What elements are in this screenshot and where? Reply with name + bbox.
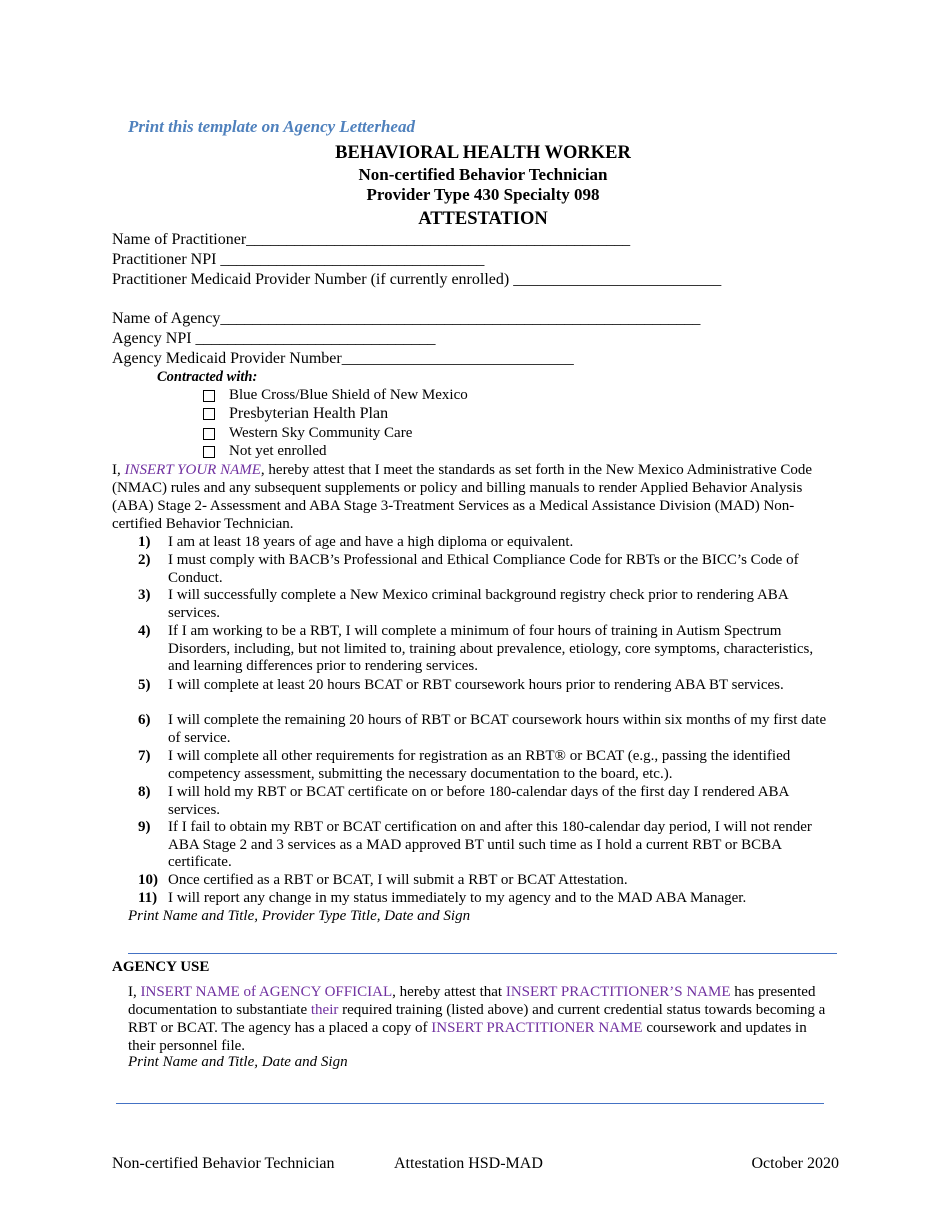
contract-option-label: Western Sky Community Care <box>229 425 413 441</box>
requirement-number: 10) <box>138 872 158 888</box>
practitioner-name-placeholder[interactable]: INSERT PRACTITIONER’S NAME <box>505 984 731 1000</box>
agency-official-placeholder[interactable]: INSERT NAME of AGENCY OFFICIAL <box>140 984 393 1000</box>
agency-text: required training (listed above) and current credential status towards becoming a RBT or BCAT. The agency has a placed a copy of <box>128 1002 826 1036</box>
footer-center: Attestation HSD-MAD <box>394 1155 543 1172</box>
footer-right: October 2020 <box>751 1155 839 1172</box>
requirement-text: If I am working to be a RBT, I will complete a minimum of four hours of training in Autism Spectrum Disorders, including, but not limited to, training about prevalence, etiology, core symptoms, characteristics, and learning differences prior to rendering services. <box>168 623 814 674</box>
requirement-item <box>138 748 838 783</box>
requirement-item <box>138 534 838 552</box>
contract-option-presbyterian[interactable] <box>203 405 388 423</box>
agency-text: , hereby attest that <box>392 984 506 1000</box>
requirement-number: 5) <box>138 677 151 693</box>
requirement-item <box>138 872 838 890</box>
provider-type: Provider Type 430 Specialty 098 <box>366 185 600 204</box>
attestation-prefix: I, <box>112 462 125 478</box>
requirement-text: I must comply with BACB’s Professional and Ethical Compliance Code for RBTs or the BICC’s Code of Conduct. <box>168 552 799 586</box>
letterhead-note: Print this template on Agency Letterhead <box>128 117 415 136</box>
requirement-item <box>138 552 838 587</box>
requirement-item <box>138 587 838 622</box>
contract-option-bcbs[interactable] <box>203 387 468 404</box>
contract-option-label: Presbyterian Health Plan <box>229 405 389 422</box>
practitioner-name-field[interactable]: Name of Practitioner________________________________________________ <box>112 231 631 248</box>
attestation-paragraph <box>112 461 842 533</box>
agency-name-field[interactable]: Name of Agency____________________________________________________________ <box>112 310 701 327</box>
their-word: their <box>310 1002 339 1018</box>
requirement-number: 9) <box>138 819 151 835</box>
agency-use-heading: AGENCY USE <box>112 959 210 975</box>
requirement-item <box>138 890 838 908</box>
requirement-item <box>138 677 838 695</box>
document-subtitle: Non-certified Behavior Technician <box>358 165 608 184</box>
requirement-text: I will complete all other requirements for registration as an RBT® or BCAT (e.g., passing the identified competency assessment, submitting the necessary documentation to the board, etc.). <box>168 748 791 782</box>
requirement-item <box>138 784 838 819</box>
requirement-number: 3) <box>138 587 151 603</box>
checkbox-icon[interactable] <box>203 428 215 440</box>
agency-text: has presented documentation to substantiate <box>128 984 816 1018</box>
agency-text: I, <box>128 984 141 1000</box>
requirement-text: I will successfully complete a New Mexico criminal background registry check prior to rendering ABA services. <box>168 587 788 621</box>
agency-sign-label: Print Name and Title, Date and Sign <box>128 1054 348 1070</box>
requirement-text: I will hold my RBT or BCAT certificate on or before 180-calendar days of the first day I rendered ABA services. <box>168 784 789 818</box>
document-type: ATTESTATION <box>418 209 548 229</box>
requirement-item <box>138 819 838 872</box>
agency-medicaid-field[interactable]: Agency Medicaid Provider Number_____________________________ <box>112 350 574 367</box>
requirement-number: 7) <box>138 748 151 764</box>
requirement-text: I will complete the remaining 20 hours of RBT or BCAT coursework hours within six months of my first date of service. <box>168 712 827 746</box>
contract-option-label: Blue Cross/Blue Shield of New Mexico <box>229 387 468 403</box>
practitioner-name-placeholder-2[interactable]: INSERT PRACTITIONER NAME <box>431 1020 643 1036</box>
agency-attestation-paragraph <box>128 983 828 1055</box>
document-title: BEHAVIORAL HEALTH WORKER <box>335 143 631 163</box>
checkbox-icon[interactable] <box>203 408 215 420</box>
requirement-text: I will report any change in my status immediately to my agency and to the MAD ABA Manager. <box>168 890 747 906</box>
contract-option-western-sky[interactable] <box>203 425 412 442</box>
practitioner-sign-label: Print Name and Title, Provider Type Title, Date and Sign <box>128 908 471 924</box>
practitioner-medicaid-field[interactable]: Practitioner Medicaid Provider Number (if currently enrolled) __________________________ <box>112 271 722 288</box>
checkbox-icon[interactable] <box>203 446 215 458</box>
contracted-with-label: Contracted with: <box>157 369 258 385</box>
requirement-number: 8) <box>138 784 151 800</box>
footer-left: Non-certified Behavior Technician <box>112 1155 335 1172</box>
requirement-number: 6) <box>138 712 151 728</box>
contract-option-label: Not yet enrolled <box>229 443 327 459</box>
agency-npi-field[interactable]: Agency NPI ______________________________ <box>112 330 436 347</box>
requirement-number: 4) <box>138 623 151 639</box>
attestation-body: , hereby attest that I meet the standards as set forth in the New Mexico Administrative Code (NMAC) rules and any subsequent supplements or policy and billing manuals to render Applied Behavior Analysis (ABA) Stage 2- Assessment and ABA Stage 3-Treatment Services as a Medical Assistance Division (MAD) Non-certified Behavior Technician. <box>112 462 813 532</box>
contract-option-not-enrolled[interactable] <box>203 443 326 460</box>
agency-text: coursework and updates in their personnel file. <box>128 1020 807 1054</box>
checkbox-icon[interactable] <box>203 390 215 402</box>
practitioner-npi-field[interactable]: Practitioner NPI _________________________________ <box>112 251 485 268</box>
practitioner-signature-line[interactable] <box>128 953 837 954</box>
requirement-number: 2) <box>138 552 151 568</box>
requirement-item <box>138 623 838 676</box>
requirement-text: I will complete at least 20 hours BCAT or RBT coursework hours prior to rendering ABA BT services. <box>168 677 784 693</box>
agency-signature-line[interactable] <box>116 1103 824 1104</box>
requirement-number: 11) <box>138 890 158 906</box>
requirement-text: I am at least 18 years of age and have a high diploma or equivalent. <box>168 534 574 550</box>
requirement-text: If I fail to obtain my RBT or BCAT certification on and after this 180-calendar day period, I will not render ABA Stage 2 and 3 services as a MAD approved BT until such time as I hold a current RBT or BCBA certificate. <box>168 819 812 870</box>
requirement-text: Once certified as a RBT or BCAT, I will submit a RBT or BCAT Attestation. <box>168 872 628 888</box>
your-name-placeholder[interactable]: INSERT YOUR NAME <box>124 462 261 478</box>
requirement-number: 1) <box>138 534 151 550</box>
requirement-item <box>138 712 838 747</box>
